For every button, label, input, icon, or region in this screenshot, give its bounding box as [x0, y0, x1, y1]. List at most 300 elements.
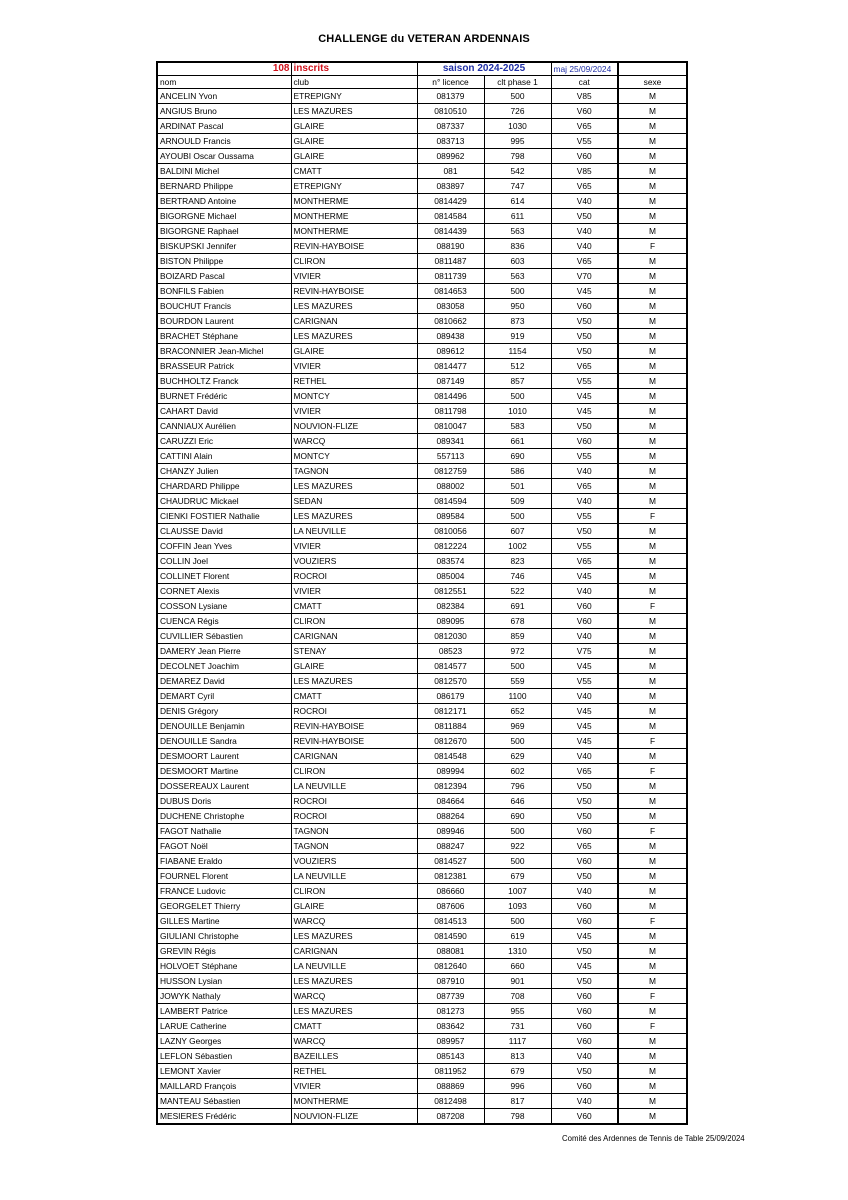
cell-licence: 08523 — [417, 644, 484, 659]
cell-cat: V55 — [551, 134, 618, 149]
cell-clt: 1154 — [484, 344, 551, 359]
veteran-roster-table — [156, 61, 688, 1125]
cell-sexe: M — [618, 1004, 687, 1019]
cell-cat: V65 — [551, 179, 618, 194]
cell-nom: BIGORGNE Raphael — [157, 224, 291, 239]
cell-club: MONTCY — [291, 389, 417, 404]
cell-licence: 0814584 — [417, 209, 484, 224]
cell-clt: 798 — [484, 1109, 551, 1125]
cell-club: MONTHERME — [291, 1094, 417, 1109]
cell-cat: V60 — [551, 854, 618, 869]
cell-sexe: M — [618, 119, 687, 134]
cell-clt: 955 — [484, 1004, 551, 1019]
cell-sexe: M — [618, 149, 687, 164]
cell-clt: 652 — [484, 704, 551, 719]
cell-clt: 873 — [484, 314, 551, 329]
cell-cat: V60 — [551, 614, 618, 629]
cell-club: VIVIER — [291, 1079, 417, 1094]
cell-clt: 563 — [484, 269, 551, 284]
cell-cat: V60 — [551, 104, 618, 119]
cell-sexe: M — [618, 359, 687, 374]
cell-sexe: M — [618, 89, 687, 104]
table-row — [157, 899, 687, 914]
cell-licence: 0814429 — [417, 194, 484, 209]
cell-sexe: M — [618, 884, 687, 899]
cell-licence: 0811952 — [417, 1064, 484, 1079]
cell-licence: 083058 — [417, 299, 484, 314]
cell-licence: 088264 — [417, 809, 484, 824]
cell-clt: 661 — [484, 434, 551, 449]
cell-sexe: M — [618, 539, 687, 554]
cell-nom: BRACONNIER Jean-Michel — [157, 344, 291, 359]
cell-nom: BUCHHOLTZ Franck — [157, 374, 291, 389]
cell-licence: 089341 — [417, 434, 484, 449]
cell-clt: 690 — [484, 449, 551, 464]
col-header-club: club — [291, 76, 417, 89]
cell-cat: V55 — [551, 539, 618, 554]
cell-club: WARCQ — [291, 1034, 417, 1049]
table-row — [157, 794, 687, 809]
cell-licence: 089095 — [417, 614, 484, 629]
cell-club: GLAIRE — [291, 344, 417, 359]
cell-cat: V60 — [551, 1079, 618, 1094]
cell-club: CARIGNAN — [291, 314, 417, 329]
cell-licence: 083713 — [417, 134, 484, 149]
cell-clt: 586 — [484, 464, 551, 479]
cell-sexe: M — [618, 479, 687, 494]
cell-clt: 798 — [484, 149, 551, 164]
cell-clt: 950 — [484, 299, 551, 314]
cell-cat: V70 — [551, 269, 618, 284]
cell-clt: 602 — [484, 764, 551, 779]
cell-sexe: M — [618, 554, 687, 569]
cell-nom: BOURDON Laurent — [157, 314, 291, 329]
table-row — [157, 974, 687, 989]
cell-club: ETREPIGNY — [291, 89, 417, 104]
cell-clt: 708 — [484, 989, 551, 1004]
cell-licence: 0811487 — [417, 254, 484, 269]
cell-club: BAZEILLES — [291, 1049, 417, 1064]
cell-nom: FAGOT Noël — [157, 839, 291, 854]
cell-club: LA NEUVILLE — [291, 869, 417, 884]
cell-licence: 088190 — [417, 239, 484, 254]
cell-clt: 690 — [484, 809, 551, 824]
cell-sexe: M — [618, 959, 687, 974]
table-row — [157, 929, 687, 944]
cell-sexe: M — [618, 134, 687, 149]
cell-nom: DOSSEREAUX Laurent — [157, 779, 291, 794]
table-row — [157, 524, 687, 539]
empty-cell — [618, 62, 687, 76]
cell-licence: 083642 — [417, 1019, 484, 1034]
cell-cat: V50 — [551, 869, 618, 884]
cell-clt: 559 — [484, 674, 551, 689]
cell-nom: BONFILS Fabien — [157, 284, 291, 299]
cell-sexe: M — [618, 569, 687, 584]
table-row — [157, 359, 687, 374]
cell-clt: 500 — [484, 734, 551, 749]
cell-sexe: M — [618, 179, 687, 194]
cell-club: LA NEUVILLE — [291, 959, 417, 974]
cell-clt: 500 — [484, 284, 551, 299]
footer-credit: Comité des Ardennes de Tennis de Table 25/09/2024 — [562, 1134, 745, 1143]
table-row — [157, 809, 687, 824]
cell-sexe: M — [618, 749, 687, 764]
cell-clt: 747 — [484, 179, 551, 194]
cell-club: VIVIER — [291, 359, 417, 374]
cell-club: WARCQ — [291, 434, 417, 449]
table-row — [157, 299, 687, 314]
cell-licence: 0812394 — [417, 779, 484, 794]
update-date: maj 25/09/2024 — [551, 62, 618, 76]
registrant-count: 108 — [157, 62, 291, 76]
cell-sexe: M — [618, 329, 687, 344]
cell-licence: 087149 — [417, 374, 484, 389]
cell-sexe: F — [618, 764, 687, 779]
cell-sexe: M — [618, 419, 687, 434]
table-row — [157, 269, 687, 284]
cell-cat: V55 — [551, 509, 618, 524]
cell-nom: CUENCA Régis — [157, 614, 291, 629]
cell-clt: 500 — [484, 509, 551, 524]
cell-nom: CLAUSSE David — [157, 524, 291, 539]
table-row — [157, 779, 687, 794]
cell-cat: V50 — [551, 524, 618, 539]
cell-clt: 614 — [484, 194, 551, 209]
cell-sexe: M — [618, 344, 687, 359]
table-row — [157, 389, 687, 404]
cell-licence: 0811739 — [417, 269, 484, 284]
cell-clt: 972 — [484, 644, 551, 659]
cell-sexe: M — [618, 614, 687, 629]
cell-sexe: M — [618, 644, 687, 659]
table-row — [157, 1049, 687, 1064]
cell-licence: 084664 — [417, 794, 484, 809]
cell-cat: V50 — [551, 794, 618, 809]
cell-clt: 919 — [484, 329, 551, 344]
cell-club: LES MAZURES — [291, 1004, 417, 1019]
cell-club: CARIGNAN — [291, 629, 417, 644]
cell-cat: V55 — [551, 449, 618, 464]
cell-cat: V65 — [551, 254, 618, 269]
table-row — [157, 419, 687, 434]
cell-clt: 500 — [484, 914, 551, 929]
cell-club: REVIN-HAYBOISE — [291, 239, 417, 254]
table-row — [157, 884, 687, 899]
cell-licence: 0812171 — [417, 704, 484, 719]
cell-licence: 0810047 — [417, 419, 484, 434]
table-row — [157, 134, 687, 149]
cell-club: LES MAZURES — [291, 509, 417, 524]
cell-sexe: F — [618, 914, 687, 929]
table-row — [157, 749, 687, 764]
cell-sexe: M — [618, 809, 687, 824]
cell-sexe: M — [618, 194, 687, 209]
table-row — [157, 179, 687, 194]
season-label: saison 2024-2025 — [417, 62, 551, 76]
table-row — [157, 1034, 687, 1049]
cell-licence: 0814594 — [417, 494, 484, 509]
cell-clt: 500 — [484, 854, 551, 869]
table-row — [157, 659, 687, 674]
cell-nom: DUCHENE Christophe — [157, 809, 291, 824]
cell-nom: GIULIANI Christophe — [157, 929, 291, 944]
cell-sexe: F — [618, 1019, 687, 1034]
cell-clt: 522 — [484, 584, 551, 599]
cell-sexe: M — [618, 284, 687, 299]
cell-clt: 509 — [484, 494, 551, 509]
cell-licence: 089438 — [417, 329, 484, 344]
cell-clt: 500 — [484, 89, 551, 104]
cell-sexe: M — [618, 779, 687, 794]
table-row — [157, 89, 687, 104]
cell-sexe: M — [618, 1094, 687, 1109]
cell-cat: V60 — [551, 1004, 618, 1019]
cell-club: NOUVION-FLIZE — [291, 1109, 417, 1125]
cell-sexe: M — [618, 659, 687, 674]
table-row — [157, 704, 687, 719]
cell-nom: CORNET Alexis — [157, 584, 291, 599]
cell-club: GLAIRE — [291, 149, 417, 164]
cell-nom: FRANCE Ludovic — [157, 884, 291, 899]
cell-licence: 0814590 — [417, 929, 484, 944]
cell-licence: 0811798 — [417, 404, 484, 419]
table-row — [157, 1019, 687, 1034]
cell-licence: 085004 — [417, 569, 484, 584]
cell-cat: V60 — [551, 1109, 618, 1125]
cell-club: STENAY — [291, 644, 417, 659]
cell-clt: 500 — [484, 659, 551, 674]
cell-licence: 087208 — [417, 1109, 484, 1125]
cell-nom: GREVIN Régis — [157, 944, 291, 959]
cell-licence: 087910 — [417, 974, 484, 989]
cell-licence: 0812498 — [417, 1094, 484, 1109]
table-row — [157, 539, 687, 554]
cell-licence: 0810056 — [417, 524, 484, 539]
cell-sexe: M — [618, 854, 687, 869]
cell-licence: 089612 — [417, 344, 484, 359]
cell-nom: BISTON Philippe — [157, 254, 291, 269]
cell-club: LES MAZURES — [291, 104, 417, 119]
cell-cat: V45 — [551, 719, 618, 734]
cell-licence: 0811884 — [417, 719, 484, 734]
table-row — [157, 584, 687, 599]
cell-clt: 859 — [484, 629, 551, 644]
cell-cat: V50 — [551, 314, 618, 329]
cell-nom: BRACHET Stéphane — [157, 329, 291, 344]
table-row — [157, 1064, 687, 1079]
cell-sexe: M — [618, 1034, 687, 1049]
cell-licence: 088081 — [417, 944, 484, 959]
table-row — [157, 674, 687, 689]
cell-cat: V50 — [551, 344, 618, 359]
cell-nom: CANNIAUX Aurélien — [157, 419, 291, 434]
cell-cat: V55 — [551, 674, 618, 689]
cell-cat: V65 — [551, 359, 618, 374]
cell-licence: 081273 — [417, 1004, 484, 1019]
table-row — [157, 224, 687, 239]
cell-nom: AYOUBI Oscar Oussama — [157, 149, 291, 164]
cell-nom: DENOUILLE Benjamin — [157, 719, 291, 734]
cell-clt: 836 — [484, 239, 551, 254]
cell-clt: 583 — [484, 419, 551, 434]
cell-club: VIVIER — [291, 269, 417, 284]
cell-nom: DENOUILLE Sandra — [157, 734, 291, 749]
cell-club: CMATT — [291, 1019, 417, 1034]
cell-licence: 0810510 — [417, 104, 484, 119]
cell-nom: CAHART David — [157, 404, 291, 419]
cell-licence: 0812759 — [417, 464, 484, 479]
cell-sexe: M — [618, 494, 687, 509]
cell-club: LES MAZURES — [291, 479, 417, 494]
cell-clt: 501 — [484, 479, 551, 494]
cell-licence: 0814527 — [417, 854, 484, 869]
cell-nom: BISKUPSKI Jennifer — [157, 239, 291, 254]
cell-cat: V45 — [551, 284, 618, 299]
cell-club: MONTHERME — [291, 194, 417, 209]
cell-sexe: M — [618, 434, 687, 449]
table-row — [157, 314, 687, 329]
cell-cat: V65 — [551, 554, 618, 569]
cell-clt: 512 — [484, 359, 551, 374]
cell-licence: 083574 — [417, 554, 484, 569]
cell-club: RETHEL — [291, 1064, 417, 1079]
table-row — [157, 494, 687, 509]
cell-nom: HOLVOET Stéphane — [157, 959, 291, 974]
cell-clt: 679 — [484, 1064, 551, 1079]
cell-licence: 0812640 — [417, 959, 484, 974]
cell-club: REVIN-HAYBOISE — [291, 734, 417, 749]
cell-cat: V65 — [551, 119, 618, 134]
cell-clt: 1030 — [484, 119, 551, 134]
cell-club: RETHEL — [291, 374, 417, 389]
table-row — [157, 869, 687, 884]
cell-sexe: M — [618, 314, 687, 329]
cell-nom: MAILLARD François — [157, 1079, 291, 1094]
cell-clt: 629 — [484, 749, 551, 764]
cell-cat: V60 — [551, 989, 618, 1004]
table-row — [157, 329, 687, 344]
cell-nom: FOURNEL Florent — [157, 869, 291, 884]
cell-cat: V60 — [551, 149, 618, 164]
table-row — [157, 149, 687, 164]
cell-nom: GILLES Martine — [157, 914, 291, 929]
cell-licence: 0812381 — [417, 869, 484, 884]
table-row — [157, 464, 687, 479]
cell-clt: 1310 — [484, 944, 551, 959]
cell-cat: V60 — [551, 1019, 618, 1034]
cell-club: NOUVION-FLIZE — [291, 419, 417, 434]
cell-club: GLAIRE — [291, 659, 417, 674]
cell-sexe: M — [618, 674, 687, 689]
summary-row — [157, 62, 687, 76]
cell-licence: 089946 — [417, 824, 484, 839]
cell-licence: 0814439 — [417, 224, 484, 239]
cell-nom: LAZNY Georges — [157, 1034, 291, 1049]
cell-nom: CUVILLIER Sébastien — [157, 629, 291, 644]
cell-club: VIVIER — [291, 584, 417, 599]
cell-nom: BRASSEUR Patrick — [157, 359, 291, 374]
cell-cat: V60 — [551, 599, 618, 614]
cell-cat: V40 — [551, 464, 618, 479]
cell-cat: V40 — [551, 584, 618, 599]
cell-licence: 089994 — [417, 764, 484, 779]
cell-clt: 995 — [484, 134, 551, 149]
cell-clt: 500 — [484, 824, 551, 839]
table-row — [157, 449, 687, 464]
cell-cat: V40 — [551, 689, 618, 704]
cell-nom: CARUZZI Eric — [157, 434, 291, 449]
cell-sexe: M — [618, 209, 687, 224]
cell-cat: V50 — [551, 209, 618, 224]
cell-sexe: M — [618, 299, 687, 314]
cell-licence: 0812670 — [417, 734, 484, 749]
cell-nom: DEMART Cyril — [157, 689, 291, 704]
cell-cat: V40 — [551, 224, 618, 239]
cell-nom: BERTRAND Antoine — [157, 194, 291, 209]
cell-licence: 0812030 — [417, 629, 484, 644]
cell-sexe: M — [618, 104, 687, 119]
cell-club: LES MAZURES — [291, 329, 417, 344]
cell-cat: V45 — [551, 929, 618, 944]
cell-clt: 969 — [484, 719, 551, 734]
cell-nom: JOWYK Nathaly — [157, 989, 291, 1004]
cell-clt: 746 — [484, 569, 551, 584]
table-row — [157, 644, 687, 659]
table-row — [157, 629, 687, 644]
cell-club: TAGNON — [291, 464, 417, 479]
cell-clt: 726 — [484, 104, 551, 119]
cell-licence: 083897 — [417, 179, 484, 194]
table-row — [157, 434, 687, 449]
cell-nom: DAMERY Jean Pierre — [157, 644, 291, 659]
cell-nom: BIGORGNE Michael — [157, 209, 291, 224]
cell-cat: V65 — [551, 764, 618, 779]
cell-sexe: M — [618, 1079, 687, 1094]
cell-sexe: F — [618, 734, 687, 749]
table-row — [157, 569, 687, 584]
cell-club: LA NEUVILLE — [291, 779, 417, 794]
cell-licence: 0814577 — [417, 659, 484, 674]
cell-cat: V50 — [551, 779, 618, 794]
cell-cat: V55 — [551, 374, 618, 389]
cell-cat: V45 — [551, 959, 618, 974]
cell-licence: 089957 — [417, 1034, 484, 1049]
table-row — [157, 764, 687, 779]
cell-club: GLAIRE — [291, 134, 417, 149]
cell-clt: 691 — [484, 599, 551, 614]
cell-sexe: M — [618, 389, 687, 404]
cell-clt: 1007 — [484, 884, 551, 899]
cell-nom: CATTINI Alain — [157, 449, 291, 464]
cell-clt: 817 — [484, 1094, 551, 1109]
cell-sexe: F — [618, 509, 687, 524]
cell-clt: 619 — [484, 929, 551, 944]
cell-cat: V40 — [551, 494, 618, 509]
cell-clt: 1002 — [484, 539, 551, 554]
table-row — [157, 914, 687, 929]
cell-club: WARCQ — [291, 989, 417, 1004]
cell-clt: 679 — [484, 869, 551, 884]
cell-club: VIVIER — [291, 539, 417, 554]
cell-licence: 0814653 — [417, 284, 484, 299]
cell-nom: ANCELIN Yvon — [157, 89, 291, 104]
cell-licence: 0814548 — [417, 749, 484, 764]
cell-nom: MANTEAU Sébastien — [157, 1094, 291, 1109]
table-row — [157, 1079, 687, 1094]
cell-nom: CHARDARD Philippe — [157, 479, 291, 494]
table-row — [157, 284, 687, 299]
